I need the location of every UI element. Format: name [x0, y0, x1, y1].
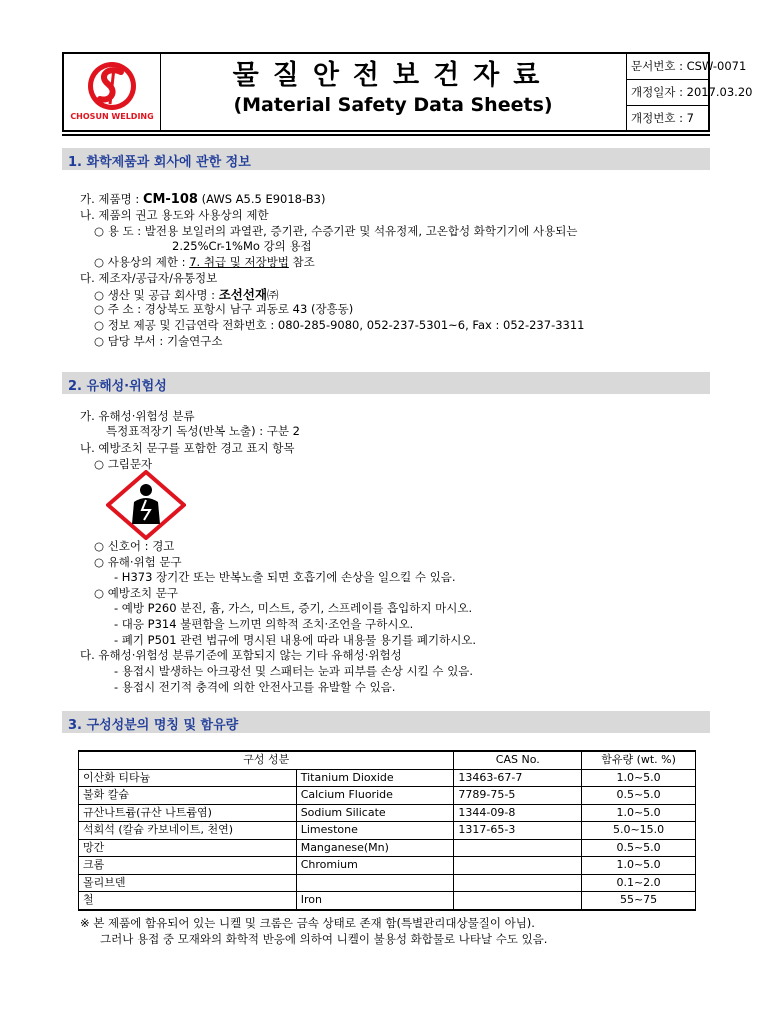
- component-ko: 크롬: [79, 857, 297, 875]
- composition-table: [78, 750, 696, 911]
- product-name: CM-108: [142, 192, 198, 207]
- precaution-p501: - 폐기 P501 관련 법규에 명시된 내용에 따라 내용물 용기를 폐기하시오.: [114, 633, 477, 647]
- manufacturer-heading: 다. 제조자/공급자/유통정보: [80, 271, 218, 285]
- product-name-label: 가. 제품명 :: [80, 192, 143, 206]
- use-restriction-label: ○ 사용상의 제한 :: [94, 255, 190, 269]
- content-wt: 0.5~5.0: [582, 787, 696, 805]
- section-3-title: 3. 구성성분의 명칭 및 함유량: [68, 718, 239, 733]
- company-suffix: ㈜: [267, 288, 279, 302]
- title-korean: 물질안전보건자료: [232, 60, 554, 91]
- content-wt: 0.5~5.0: [582, 839, 696, 857]
- title-english: (Material Safety Data Sheets): [233, 94, 553, 116]
- content-wt: 55~75: [582, 892, 696, 910]
- stot-re: 특정표적장기 독성(반복 노출) : 구분 2: [106, 424, 300, 438]
- doc-meta: [626, 54, 753, 130]
- header-cas: CAS No.: [454, 751, 582, 769]
- component-en: [296, 874, 454, 892]
- section-1-title: 1. 화학제품과 회사에 관한 정보: [68, 155, 251, 170]
- company-name-label: ○ 생산 및 공급 회사명 :: [94, 288, 219, 302]
- component-en: Chromium: [296, 857, 454, 875]
- handling-storage-link[interactable]: 7. 취급 및 저장방법: [189, 255, 289, 269]
- precaution-p260: - 예방 P260 분진, 흄, 가스, 미스트, 증기, 스프레이를 흡입하지 마시오.: [114, 601, 473, 615]
- label-elements: 나. 예방조치 문구를 포함한 경고 표지 항목: [80, 441, 295, 455]
- cas-no: 13463-67-7: [454, 769, 582, 787]
- pictogram-label: ○ 그림문자: [94, 457, 153, 471]
- content-wt: 1.0~5.0: [582, 804, 696, 822]
- precaution-p314: - 대응 P314 불편함을 느끼면 의학적 조치·조언을 구하시오.: [114, 617, 414, 631]
- health-hazard-icon: [106, 470, 186, 540]
- use-restriction-suffix: 참조: [288, 255, 315, 269]
- signal-word: ○ 신호어 : 경고: [94, 539, 175, 553]
- table-row: [79, 804, 696, 822]
- title-block: [160, 54, 627, 130]
- company-logo: [64, 54, 161, 130]
- use-purpose-cont: 2.25%Cr-1%Mo 강의 용접: [172, 239, 312, 253]
- component-ko: 불화 칼슘: [79, 787, 297, 805]
- cas-no: [454, 892, 582, 910]
- logo-text: CHOSUN WELDING: [70, 112, 154, 121]
- table-row: [79, 822, 696, 840]
- header-content: 함유량 (wt. %): [582, 751, 696, 769]
- section-2-bar: [62, 372, 710, 394]
- content-wt: 0.1~2.0: [582, 874, 696, 892]
- section-2-title: 2. 유해성·위험성: [68, 379, 167, 394]
- use-restriction: [94, 255, 315, 270]
- cas-no: [454, 839, 582, 857]
- product-spec: (AWS A5.5 E9018-B3): [197, 192, 326, 206]
- component-en: Limestone: [296, 822, 454, 840]
- content-wt: 1.0~5.0: [582, 769, 696, 787]
- table-row: [79, 857, 696, 875]
- component-ko: 규산나트륨(규산 나트륨염): [79, 804, 297, 822]
- table-row: [79, 874, 696, 892]
- cas-no: [454, 874, 582, 892]
- cas-no: 1317-65-3: [454, 822, 582, 840]
- company-name-line: [94, 287, 279, 303]
- header-rule: [62, 134, 710, 136]
- table-header-row: [79, 751, 696, 769]
- content-wt: 1.0~5.0: [582, 857, 696, 875]
- precaution-label: ○ 예방조치 문구: [94, 586, 178, 600]
- table-row: [79, 787, 696, 805]
- revision-number: 개정번호 : 7: [631, 111, 694, 125]
- cas-no: 1344-09-8: [454, 804, 582, 822]
- table-row: [79, 769, 696, 787]
- section-3-bar: [62, 711, 710, 733]
- doc-number: 문서번호 : CSW-0071: [626, 54, 708, 80]
- note-nickel-compound: 그러나 용접 중 모재와의 화학적 반응에 의하여 니켈이 불용성 화합물로 나타날 수도 있음.: [100, 932, 548, 946]
- other-hazard-arc: - 용접시 발생하는 아크광선 및 스패터는 눈과 피부를 손상 시킬 수 있음.: [114, 664, 474, 678]
- component-ko: 몰리브덴: [79, 874, 297, 892]
- other-hazards: 다. 유해성·위험성 분류기준에 포함되지 않는 기타 유해성·위험성: [80, 648, 402, 662]
- product-name-line: [80, 192, 325, 207]
- component-ko: 석회석 (칼슘 카보네이트, 천연): [79, 822, 297, 840]
- component-en: Manganese(Mn): [296, 839, 454, 857]
- component-en: Iron: [296, 892, 454, 910]
- hazard-statement-h373: - H373 장기간 또는 반복노출 되면 호흡기에 손상을 일으킬 수 있음.: [114, 570, 456, 584]
- component-ko: 철: [79, 892, 297, 910]
- emergency-contact: ○ 정보 제공 및 긴급연락 전화번호 : 080-285-9080, 052-237-5301~6, Fax : 052-237-3311: [94, 318, 585, 332]
- department: ○ 담당 부서 : 기술연구소: [94, 334, 223, 348]
- note-nickel-chromium: ※ 본 제품에 함유되어 있는 니켈 및 크롬은 금속 상태로 존재 함(특별관리대상물질이 아님).: [80, 916, 535, 930]
- content-wt: 5.0~15.0: [582, 822, 696, 840]
- header-component: 구성 성분: [79, 751, 454, 769]
- other-hazard-electric: - 용접시 전기적 충격에 의한 안전사고를 유발할 수 있음.: [114, 680, 396, 694]
- section-1-bar: [62, 148, 710, 170]
- component-ko: 망간: [79, 839, 297, 857]
- revision-date: 개정일자 : 2017.03.20: [626, 80, 708, 106]
- component-en: Sodium Silicate: [296, 804, 454, 822]
- table-row: [79, 839, 696, 857]
- cas-no: [454, 857, 582, 875]
- company-address: ○ 주 소 : 경상북도 포항시 남구 괴동로 43 (장흥동): [94, 302, 354, 316]
- company-name: 조선선재: [218, 287, 268, 302]
- document-header: [62, 52, 753, 132]
- use-purpose: ○ 용 도 : 발전용 보일러의 과열관, 증기관, 수증기관 및 석유정제, 고온합성 화학기기에 사용되는: [94, 224, 578, 238]
- component-ko: 이산화 티타늄: [79, 769, 297, 787]
- cas-no: 7789-75-5: [454, 787, 582, 805]
- component-en: Calcium Fluoride: [296, 787, 454, 805]
- table-row: [79, 892, 696, 910]
- component-en: Titanium Dioxide: [296, 769, 454, 787]
- use-heading: 나. 제품의 권고 용도와 사용상의 제한: [80, 208, 269, 222]
- hazard-classification: 가. 유해성·위험성 분류: [80, 409, 195, 423]
- hazard-statement-label: ○ 유해·위험 문구: [94, 555, 182, 569]
